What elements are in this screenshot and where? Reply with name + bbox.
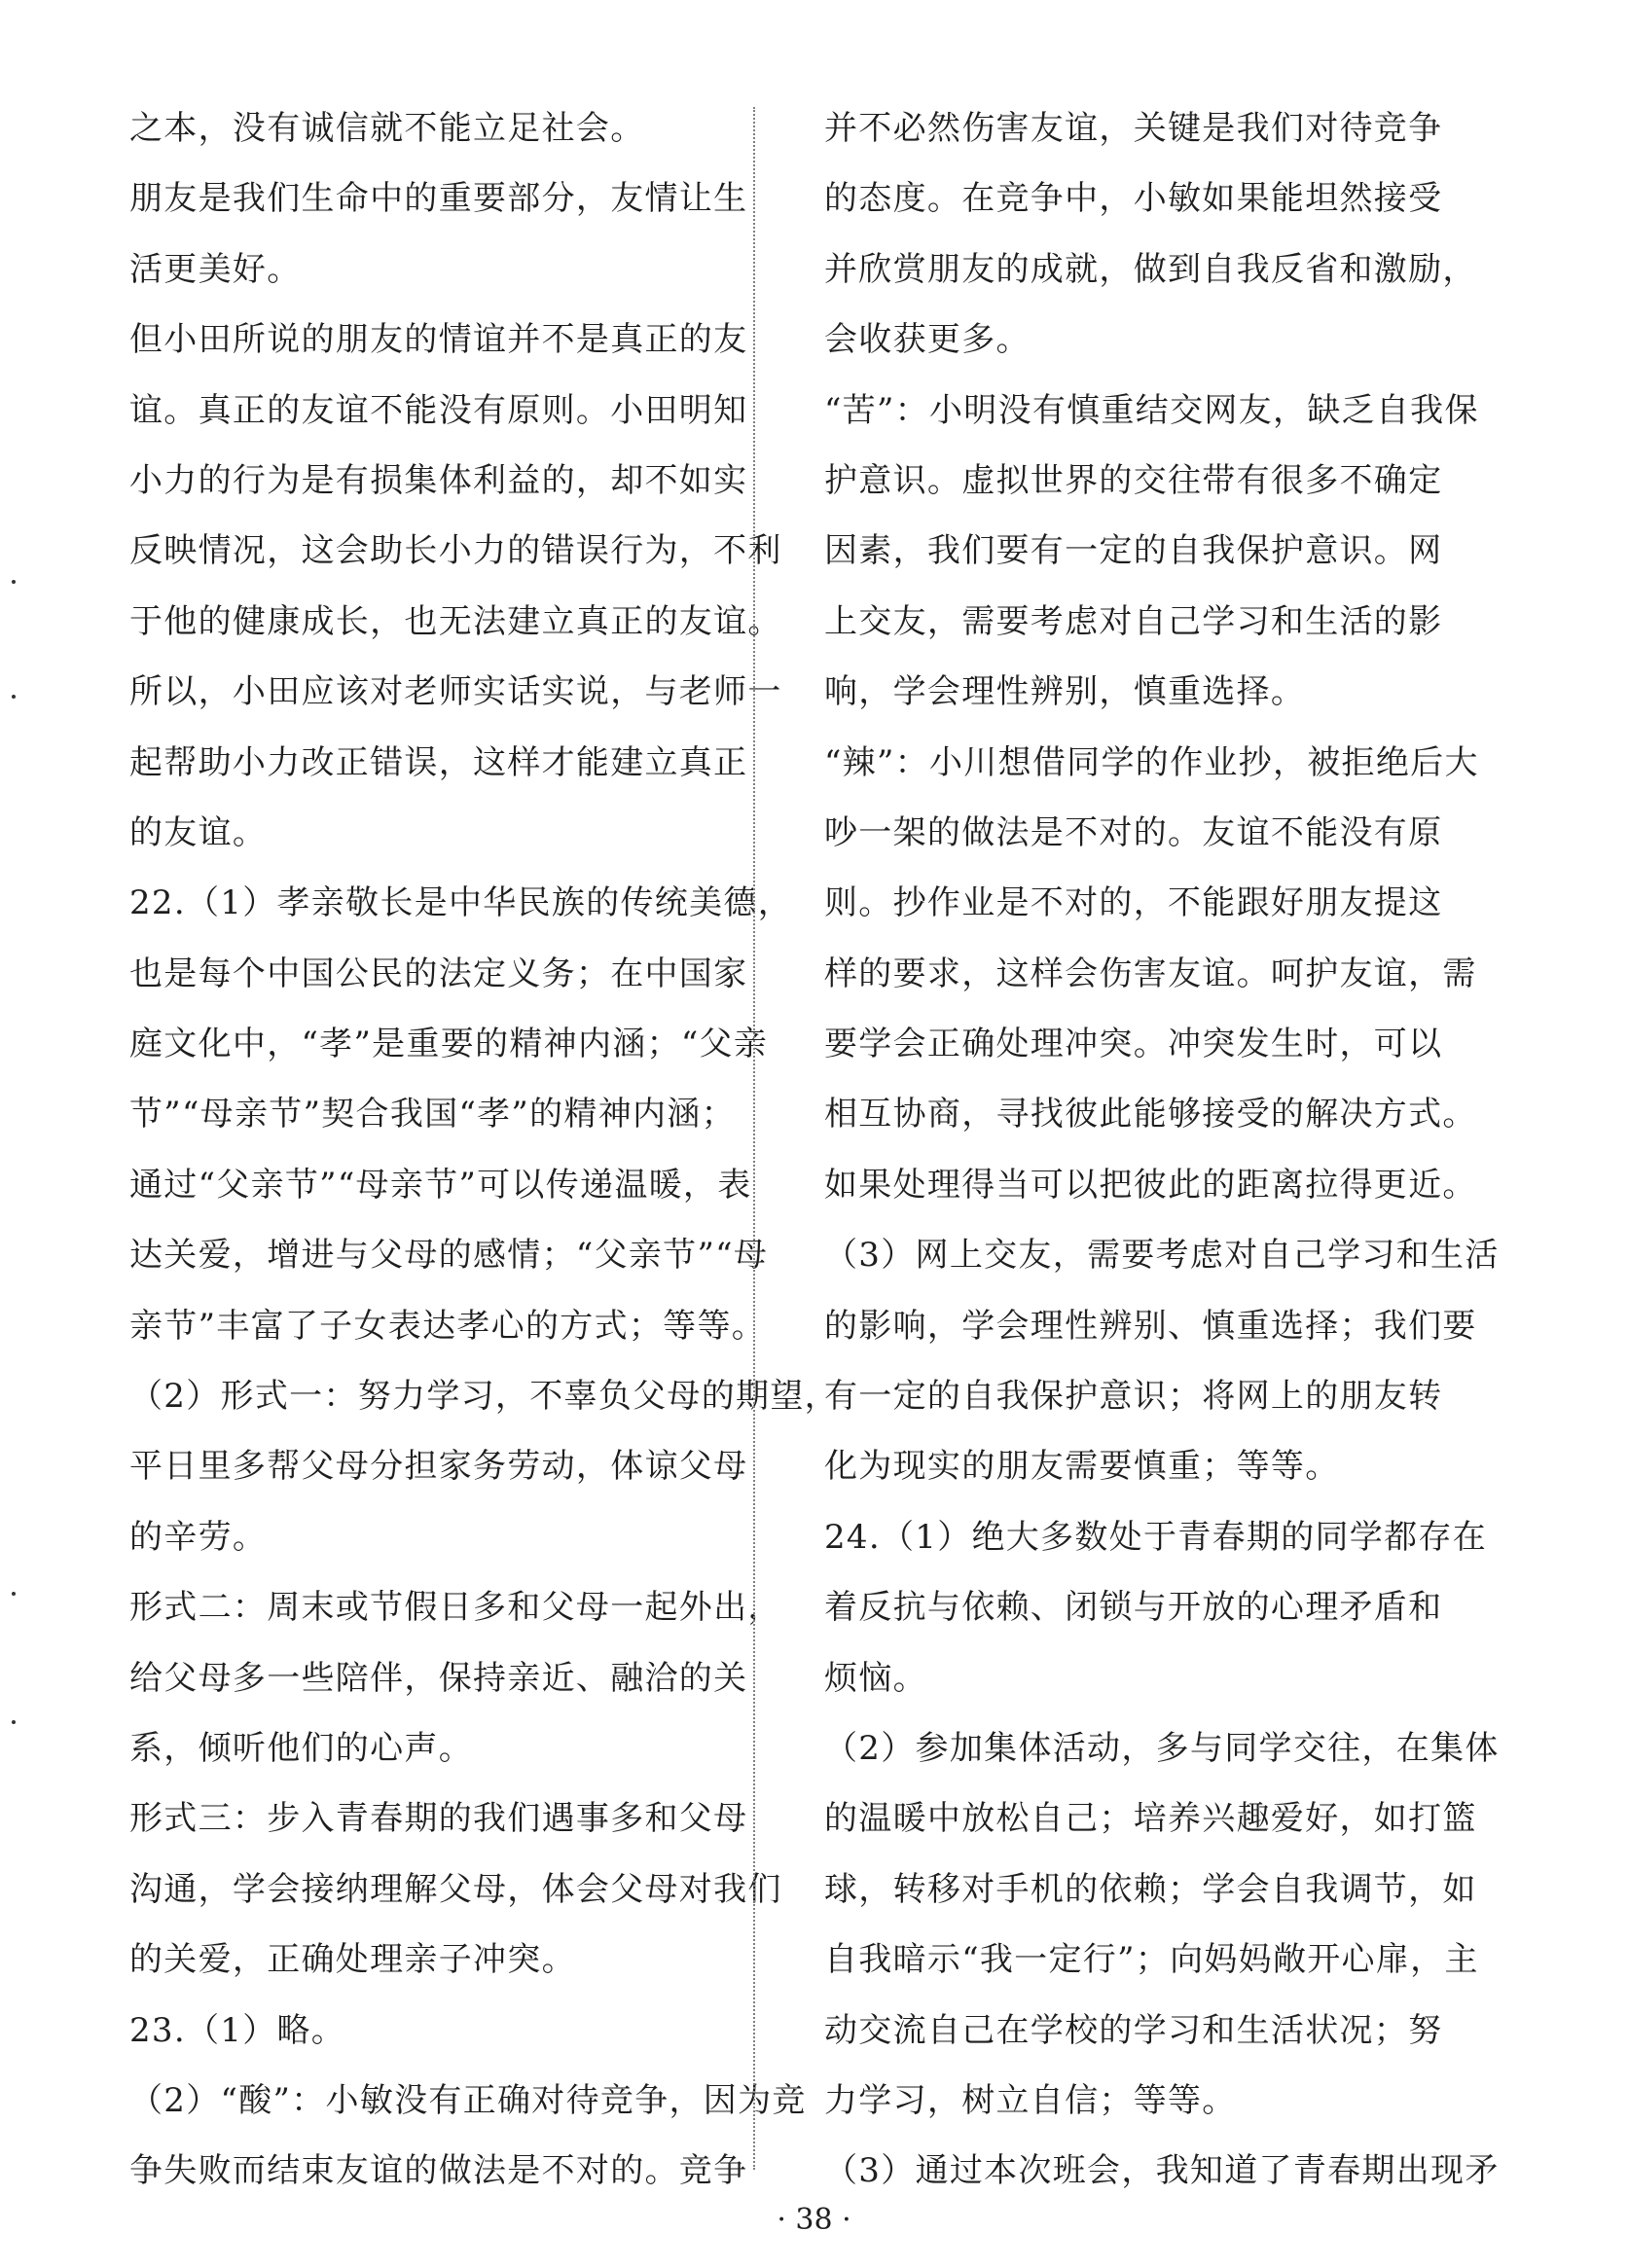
text-line: 球，转移对手机的依赖；学会自我调节，如 <box>824 1869 1477 1909</box>
text-line: 并不必然伤害友谊，关键是我们对待竞争 <box>824 109 1443 148</box>
margin-mark <box>12 1592 16 1596</box>
text-line: 平日里多帮父母分担家务劳动，体谅父母 <box>129 1447 748 1487</box>
text-line: （2）参加集体活动，多与同学交往，在集体 <box>824 1728 1500 1768</box>
text-line: 自我暗示“我一定行”；向妈妈敞开心扉，主 <box>824 1940 1479 1980</box>
text-line: 但小田所说的朋友的情谊并不是真正的友 <box>129 320 748 360</box>
text-line: 反映情况，这会助长小力的错误行为，不利 <box>129 531 782 571</box>
text-line: 的辛劳。 <box>129 1517 268 1557</box>
text-line: “苦”：小明没有慎重结交网友，缺乏自我保 <box>824 390 1479 430</box>
text-line: 要学会正确处理冲突。冲突发生时，可以 <box>824 1025 1443 1064</box>
text-line: 谊。真正的友谊不能没有原则。小田明知 <box>129 390 748 430</box>
text-line: 的影响，学会理性辨别、慎重选择；我们要 <box>824 1306 1477 1346</box>
text-line: 沟通，学会接纳理解父母，体会父母对我们 <box>129 1869 782 1909</box>
text-line: 会收获更多。 <box>824 320 1031 360</box>
text-line: 小力的行为是有损集体利益的，却不如实 <box>129 460 748 500</box>
text-line: 通过“父亲节”“母亲节”可以传递温暖，表 <box>129 1165 752 1205</box>
text-line: 争失败而结束友谊的做法是不对的。竞争 <box>129 2151 748 2191</box>
text-line: （3）网上交友，需要考虑对自己学习和生活 <box>824 1236 1500 1276</box>
text-line: 吵一架的做法是不对的。友谊不能没有原 <box>824 812 1443 852</box>
margin-mark <box>12 695 16 699</box>
text-line: 亲节”丰富了子女表达孝心的方式；等等。 <box>129 1306 767 1346</box>
text-line: 朋友是我们生命中的重要部分，友情让生 <box>129 179 748 219</box>
text-line: 22.（1）孝亲敬长是中华民族的传统美德， <box>129 883 793 923</box>
text-line: 系，倾听他们的心声。 <box>129 1728 473 1768</box>
text-line: 力学习，树立自信；等等。 <box>824 2080 1237 2120</box>
text-line: 也是每个中国公民的法定义务；在中国家 <box>129 954 748 993</box>
text-line: 因素，我们要有一定的自我保护意识。网 <box>824 531 1443 571</box>
text-line: 的态度。在竞争中，小敏如果能坦然接受 <box>824 179 1443 219</box>
text-line: 护意识。虚拟世界的交往带有很多不确定 <box>824 460 1443 500</box>
text-line: 烦恼。 <box>824 1658 927 1698</box>
text-line: 样的要求，这样会伤害友谊。呵护友谊，需 <box>824 954 1477 993</box>
text-line: 给父母多一些陪伴，保持亲近、融洽的关 <box>129 1658 748 1698</box>
right-column <box>824 93 1500 2207</box>
text-line: 活更美好。 <box>129 249 302 289</box>
text-line: （2）“酸”：小敏没有正确对待竞争，因为竞 <box>129 2080 807 2120</box>
text-line: 的关爱，正确处理亲子冲突。 <box>129 1940 576 1980</box>
column-divider <box>753 107 755 2170</box>
left-column <box>129 93 839 2207</box>
text-line: 的友谊。 <box>129 812 268 852</box>
text-line: “辣”：小川想借同学的作业抄，被拒绝后大 <box>824 742 1479 782</box>
text-line: 达关爱，增进与父母的感情；“父亲节”“母 <box>129 1236 769 1276</box>
text-line: 化为现实的朋友需要慎重；等等。 <box>824 1447 1340 1487</box>
text-line: 并欣赏朋友的成就，做到自我反省和激励， <box>824 249 1477 289</box>
text-line: 节”“母亲节”契合我国“孝”的精神内涵； <box>129 1095 736 1134</box>
text-line: （3）通过本次班会，我知道了青春期出现矛 <box>824 2151 1500 2191</box>
text-line: 动交流自己在学校的学习和生活状况；努 <box>824 2010 1443 2050</box>
margin-mark <box>12 1720 16 1724</box>
text-line: 如果处理得当可以把彼此的距离拉得更近。 <box>824 1165 1477 1205</box>
text-line: 24.（1）绝大多数处于青春期的同学都存在 <box>824 1517 1488 1557</box>
margin-mark <box>12 580 16 584</box>
page-number: · 38 · <box>777 2203 851 2237</box>
text-line: （2）形式一：努力学习，不辜负父母的期望， <box>129 1377 839 1417</box>
text-line: 起帮助小力改正错误，这样才能建立真正 <box>129 742 748 782</box>
text-line: 着反抗与依赖、闭锁与开放的心理矛盾和 <box>824 1588 1443 1628</box>
text-line: 庭文化中，“孝”是重要的精神内涵；“父亲 <box>129 1025 769 1064</box>
text-line: 上交友，需要考虑对自己学习和生活的影 <box>824 601 1443 641</box>
text-line: 于他的健康成长，也无法建立真正的友谊。 <box>129 601 782 641</box>
text-line: 形式二：周末或节假日多和父母一起外出， <box>129 1588 782 1628</box>
text-line: 23.（1）略。 <box>129 2010 346 2050</box>
text-line: 响，学会理性辨别，慎重选择。 <box>824 672 1306 712</box>
text-line: 所以，小田应该对老师实话实说，与老师一 <box>129 672 782 712</box>
text-line: 之本，没有诚信就不能立足社会。 <box>129 109 645 148</box>
text-line: 相互协商，寻找彼此能够接受的解决方式。 <box>824 1095 1477 1134</box>
text-line: 的温暖中放松自己；培养兴趣爱好，如打篮 <box>824 1799 1477 1839</box>
text-line: 形式三：步入青春期的我们遇事多和父母 <box>129 1799 748 1839</box>
text-line: 则。抄作业是不对的，不能跟好朋友提这 <box>824 883 1443 923</box>
text-line: 有一定的自我保护意识；将网上的朋友转 <box>824 1377 1443 1417</box>
